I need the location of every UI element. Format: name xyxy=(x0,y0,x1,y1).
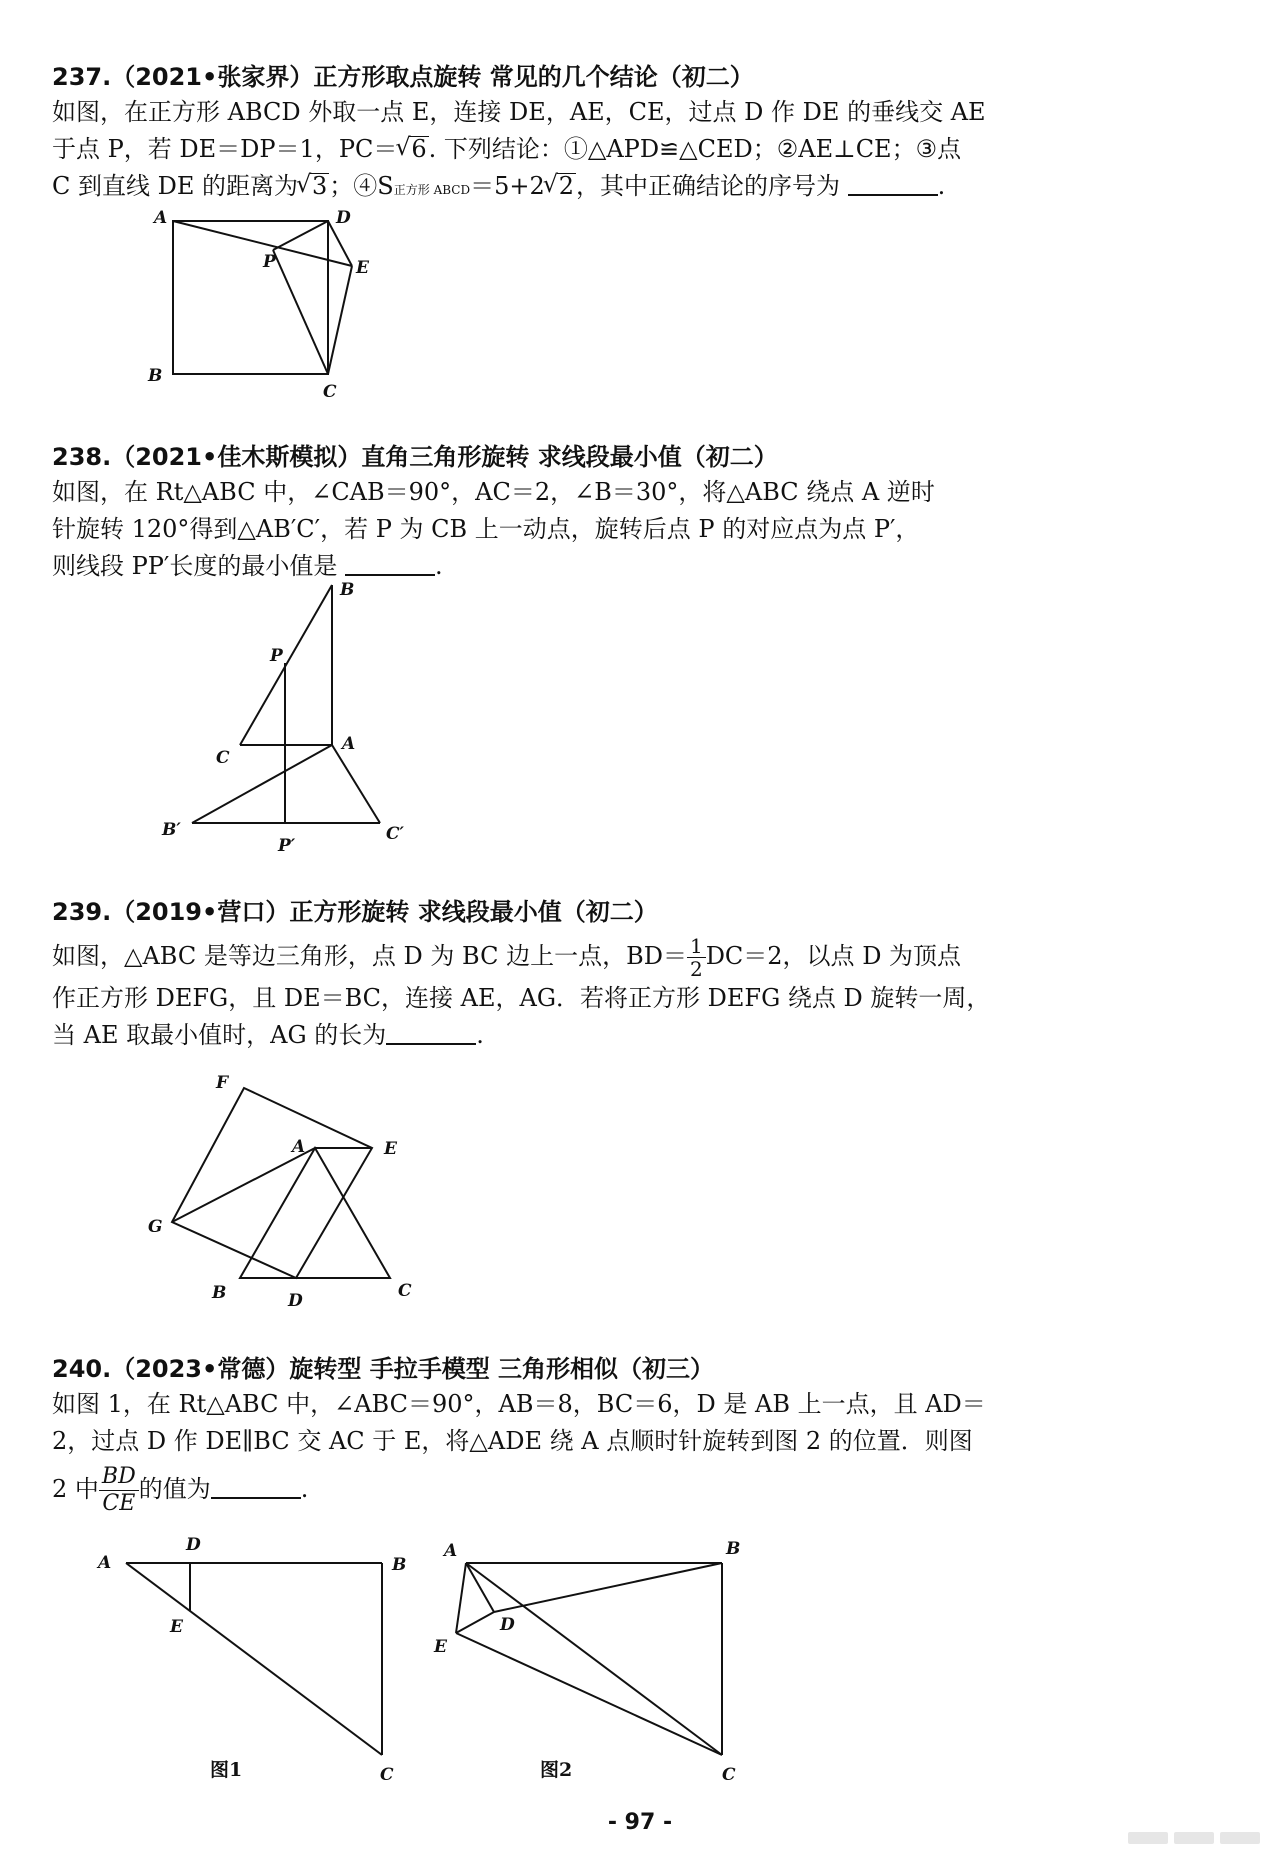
label-b: B xyxy=(212,1283,227,1303)
label-d: D xyxy=(186,1535,201,1555)
segment-ac xyxy=(126,1563,382,1755)
fraction-bd-ce: $\frac{BD}{CE}$ xyxy=(99,1464,139,1517)
label-p: P xyxy=(263,252,276,272)
problem-238-title: 238.（2021•佳木斯模拟）直角三角形旋转 求线段最小值（初二） xyxy=(52,443,778,471)
thumbnail[interactable] xyxy=(1174,1832,1214,1844)
answer-blank xyxy=(386,1023,476,1045)
square-defg xyxy=(172,1088,372,1278)
answer-blank xyxy=(848,174,938,196)
sqrt-2: √ 2 xyxy=(557,173,576,198)
label-b-prime: B′ xyxy=(162,820,181,840)
label-a: A xyxy=(154,208,168,228)
label-g: G xyxy=(148,1217,163,1237)
figure-2-caption: 图2 xyxy=(540,1759,573,1780)
label-p-prime: P′ xyxy=(278,836,296,855)
label-a: A xyxy=(292,1137,306,1157)
figure-237 xyxy=(140,205,380,405)
label-c: C xyxy=(380,1765,394,1780)
answer-blank xyxy=(345,554,435,576)
problem-238-line-1: 如图，在 Rt△ABC 中，∠CAB＝90°，AC＝2，∠B＝30°，将△ABC 绕点 A 逆时 xyxy=(52,478,935,506)
label-p: P xyxy=(270,646,283,666)
label-e: E xyxy=(434,1637,447,1657)
answer-blank xyxy=(211,1477,301,1499)
sqrt-6: √ 6 xyxy=(409,136,428,161)
segment-ae xyxy=(456,1563,466,1633)
label-b: B xyxy=(392,1555,407,1575)
segment-pc xyxy=(273,250,328,374)
problem-240-line-2: 2，过点 D 作 DE∥BC 交 AC 于 E，将△ADE 绕 A 点顺时针旋转到图 2 的位置．则图 xyxy=(52,1427,973,1455)
label-a: A xyxy=(98,1553,112,1573)
problem-240 xyxy=(52,1352,1012,1517)
label-b: B xyxy=(148,366,163,386)
segment-ac xyxy=(466,1563,722,1755)
problem-240-line-3: 2 中 $\frac{BD}{CE}$ 的值为 . xyxy=(52,1464,309,1516)
label-d: D xyxy=(336,208,351,228)
problem-239 xyxy=(52,895,1012,1054)
segment-ab2 xyxy=(192,745,332,823)
problem-240-title: 240.（2023•常德）旋转型 手拉手模型 三角形相似（初三） xyxy=(52,1355,715,1383)
label-f: F xyxy=(216,1073,229,1093)
label-c-prime: C′ xyxy=(386,824,405,844)
label-c: C xyxy=(216,748,230,768)
figure-240-1 xyxy=(90,1530,430,1780)
thumbnail[interactable] xyxy=(1220,1832,1260,1844)
problem-238-line-3: 则线段 PP′长度的最小值是 . xyxy=(52,552,443,580)
problem-237 xyxy=(52,60,1012,209)
label-b: B xyxy=(340,580,355,600)
problem-239-line-2: 作正方形 DEFG，且 DE＝BC，连接 AE，AG．若将正方形 DEFG 绕点 D 旋转一周， xyxy=(52,984,991,1012)
segment-ce xyxy=(456,1633,722,1755)
fraction-one-half: $\frac{1}{2}$ xyxy=(687,935,706,980)
problem-237-line-3: C 到直线 DE 的距离为√ 3；④S正方形 ABCD＝5+2√ 2，其中正确结论的序号为 . xyxy=(52,168,1012,209)
label-a: A xyxy=(342,734,356,754)
problem-239-line-3: 当 AE 取最小值时，AG 的长为 . xyxy=(52,1021,484,1049)
label-d: D xyxy=(288,1291,303,1311)
segment-dp xyxy=(273,221,328,250)
problem-239-title: 239.（2019•营口）正方形旋转 求线段最小值（初二） xyxy=(52,898,658,926)
label-b: B xyxy=(726,1539,741,1559)
page-thumbnails xyxy=(1128,1832,1260,1844)
segment-ac2 xyxy=(332,745,380,823)
label-e: E xyxy=(356,258,369,278)
area-subscript: 正方形 ABCD xyxy=(393,183,471,197)
label-d: D xyxy=(500,1615,515,1635)
segment-ed xyxy=(456,1612,494,1633)
figure-1-caption: 图1 xyxy=(210,1759,243,1780)
problem-240-line-1: 如图 1，在 Rt△ABC 中，∠ABC＝90°，AB＝8，BC＝6，D 是 AB 上一点，且 AD＝ xyxy=(52,1390,986,1418)
problem-238-line-2: 针旋转 120°得到△AB′C′，若 P 为 CB 上一动点，旋转后点 P 的对应点为点 P′， xyxy=(52,515,920,543)
label-e: E xyxy=(384,1139,397,1159)
problem-237-line-1: 如图，在正方形 ABCD 外取一点 E，连接 DE，AE，CE，过点 D 作 DE 的垂线交 AE xyxy=(52,98,986,126)
label-c: C xyxy=(722,1765,736,1780)
square-abcd xyxy=(173,221,328,374)
segment-bd xyxy=(494,1563,722,1612)
problem-237-line-2: 于点 P，若 DE＝DP＝1，PC＝√ 6. 下列结论：①△APD≌△CED；②AE⊥CE；③点 xyxy=(52,131,1012,168)
label-c: C xyxy=(398,1281,412,1301)
label-e: E xyxy=(170,1617,183,1637)
segment-ad xyxy=(466,1563,494,1612)
thumbnail[interactable] xyxy=(1128,1832,1168,1844)
problem-237-title: 237.（2021•张家界）正方形取点旋转 常见的几个结论（初二） xyxy=(52,63,754,91)
figure-239 xyxy=(140,1058,440,1318)
problem-238 xyxy=(52,440,1012,585)
label-c: C xyxy=(323,382,337,402)
triangle-abc xyxy=(240,1148,390,1278)
label-a: A xyxy=(444,1541,458,1561)
problem-239-line-1: 如图，△ABC 是等边三角形，点 D 为 BC 边上一点，BD＝ $\frac{1}{2}$ DC＝2，以点 D 为顶点 xyxy=(52,934,962,981)
segment-ec xyxy=(328,266,352,374)
sqrt-3: √ 3 xyxy=(310,173,329,198)
page-number: - 97 - xyxy=(607,1810,673,1835)
figure-240-2 xyxy=(430,1530,760,1780)
figure-238 xyxy=(150,575,430,855)
